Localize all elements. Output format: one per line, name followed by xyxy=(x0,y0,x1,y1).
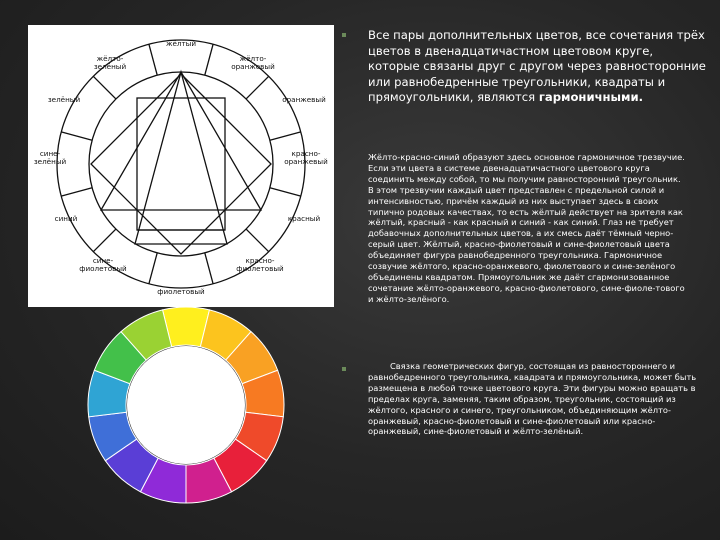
label-red-violet-2: фиолетовый xyxy=(236,264,284,273)
label-blue-green-1: сине- xyxy=(39,149,61,158)
label-yellow: жёлтый xyxy=(165,39,197,48)
label-orange: оранжевый xyxy=(282,95,326,104)
ring-labels xyxy=(34,39,328,296)
main-paragraph-bold: гармоничными. xyxy=(538,90,644,105)
harmony-diagram-svg xyxy=(28,25,334,307)
inner-circle xyxy=(89,72,273,256)
label-blue-violet-2: фиолетовый xyxy=(79,264,127,273)
label-violet: фиолетовый xyxy=(157,287,205,296)
ring-dividers xyxy=(61,44,301,284)
rotation-paragraph-text: Связка геометрических фигур, состоящая из равностороннего и равнобедренного треугольника, квадрата и прямоугольника, может быть размещена в любой точке цветового круга. Эти фигуры можно вращать в пределах круга, заменяя, таким образом, треугольник, состоящий из жёлтого, красного и синего, треугольником, объединяющим жёлто-оранжевый, красно-фиолетовый и сине-фиолетовый или красно-оранжевый, сине-фиолетовый и жёлто-зелёный. xyxy=(368,361,697,437)
label-red-orange-2: оранжевый xyxy=(284,157,328,166)
color-wheel-svg xyxy=(86,305,286,505)
label-blue-green-2: зелёный xyxy=(33,157,67,166)
rotation-paragraph xyxy=(368,361,698,437)
equilateral-triangle xyxy=(101,72,261,210)
main-paragraph xyxy=(368,28,708,106)
label-green: зелёный xyxy=(47,95,81,104)
explanation-paragraph: Жёлто-красно-синий образуют здесь основное гармоничное трезвучие. Если эти цвета в системе двенадцатичастного цветового круга соединить между собой, то мы получим равносторонний треугольник. В этом трезвучии каждый цвет представлен с предельной силой и интенсивностью, причём каждый из них выступает здесь в своих типично родовых качествах, то есть жёлтый действует на зрителя как жёлтый, красный - как красный и синий - как синий. Глаз не требует добавочных дополнительных цветов, а их смесь даёт тёмный черно-серый цвет. Жёлтый, красно-фиолетовый и сине-фиолетовый цвета объединяет фигура равнобедренного треугольника. Гармоничное созвучие жёлтого, красно-оранжевого, фиолетового и сине-зелёного объединены квадратом. Прямоугольник же даёт сгармонизованное сочетание жёлто-оранжевого, красно-фиолетового, сине-фиоле-тового и жёлто-зелёного. xyxy=(368,152,685,304)
label-yellow-green-2: зелёный xyxy=(93,62,127,71)
wheel-center xyxy=(127,346,245,464)
main-paragraph-text: Все пары дополнительных цветов, все сочетания трёх цветов в двенадцатичастном цветовом круге, которые связаны друг с другом через равносторонние или равнобедренные треугольники, квадраты и прямоугольники, являются xyxy=(368,28,706,105)
label-red-orange-1: красно- xyxy=(291,149,321,158)
label-yellow-green-1: жёлто- xyxy=(96,54,124,63)
square-shape xyxy=(91,74,271,254)
color-harmony-diagram xyxy=(28,25,334,307)
label-blue-violet-1: сине- xyxy=(92,256,114,265)
label-red: красный xyxy=(287,214,321,223)
bullet-marker xyxy=(342,367,346,371)
bullet-marker xyxy=(342,33,346,37)
label-yellow-orange-2: оранжевый xyxy=(231,62,275,71)
label-blue: синий xyxy=(54,214,78,223)
label-red-violet-1: красно- xyxy=(245,256,275,265)
label-yellow-orange-1: жёлто- xyxy=(239,54,267,63)
color-wheel xyxy=(86,305,286,505)
